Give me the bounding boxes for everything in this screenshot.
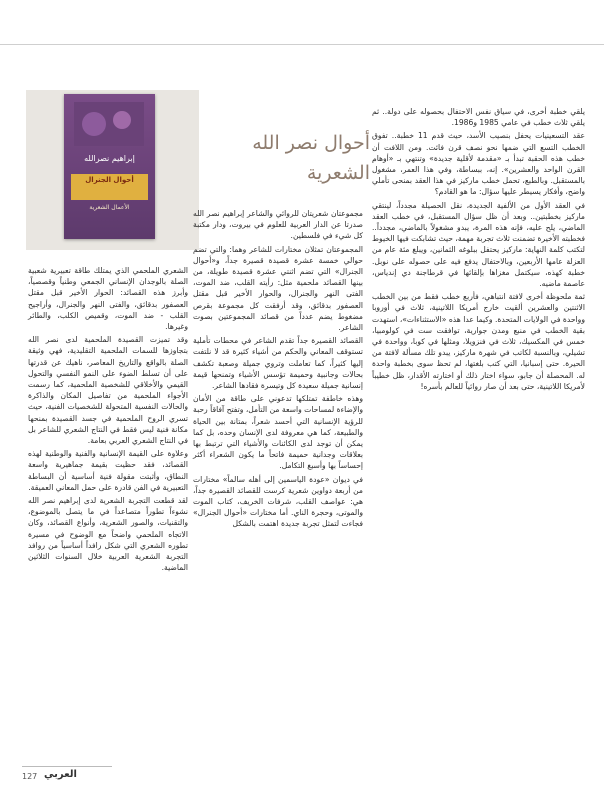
paragraph: في العقد الأول من الألفية الجديدة، نقل الحصيلة مجدداً، لينتقي ماركيز بخطبتين.. وبعد أن ظل سؤال المستقبل، في خطب العقد الماضي، يلح عليه، فإنه هذه المرة، يبدو مشغولاً بالماضي، مجدداً.. فخطبته الأخيرة تضمنت ثلاث تجربة مهمة، حيث تشابكت فيها الخيوط لتكتب كلمة النهاية: ماركيز يحتفل ببلوغه الثمانين، ويبلغ مئة عام من العزلة عامها الأربعين، وبالاحتفال يدفع فيه على حصوله على نوبل. خطبة كهذه، سيكتمل مغزاها بإلقائها في قرطاجنة دي إندياس، عاصمة ماضيه. [372,200,585,289]
footer-divider [22,766,112,767]
book-cover [64,94,155,239]
paragraph: وعلاوة على القيمة الإنسانية والفنية والوطنية لهذه القصائد، فقد حظيت بقيمة جماهيرية واسعة النطاق، وأثبتت مقولة فنية أساسية أن البساطة التعبيرية في الفن قادرة على حمل المعاني العميقة. [28,449,188,492]
column-middle [193,208,363,532]
paragraph: وهذه خاطفة تمتلكها تدعوني على طاقة من الأمان والإضاءة لمساحات واسعة من التأمل، وتفتح آفاقاً رحبة للرؤية الإنسانية التي أحسد شعراً، بمتانة بين الحياة والطبيعة، كما هي معروفة لدى الإنسان وحده، بل كما يمكن أن توجد لدى الكائنات والأشياء التي ترتبط بها بعلاقات وجدانية حميمة فاتحاً ما يكون الشعراء أكثر إحساساً بها وأسبغ التكامل. [193,394,363,471]
column-left [28,265,188,575]
top-divider [0,44,604,45]
cover-author: إبراهيم نصرالله [84,154,135,163]
paragraph: القصائد القصيرة جداً تقدم الشاعر في محطات تأملية تستوقف المعاني والحكم من أشياء كثيرة قد لا نلتفت إليها كثيراً، كما تعاملت وتروي جميلة وصعبة تكشف بحالات وجانبية وحميمة تؤسس الأشياء وتمنحها قيمة إنسانية جميلة سعيدة كل وتيسرة فقادها الشاعر. [193,336,363,391]
paragraph: عقد التسعينيات يحفل بنصيب الأسد، حيث قدم 11 خطبة.. تفوق الخطب التسع التي ضمها نحو نصف قرن فائت. ومن اللافت أن خطب هذه الحقبة تبدأ بـ «مقدمة لأقلية جديدة» وتنتهي بـ «أوهام القرن الواحد والعشرين». إنه، ببساطة، وفي هذا العمر، مشغول بالمستقبل. وبالطبع، تحمل خطب ماركيز في هذا العقد بمنحى تأملي واضح، وأفكار يسيطر عليها سؤال: ما هو القادم؟ [372,131,585,197]
paragraph: مجموعتان شعريتان للروائي والشاعر إبراهيم نصر الله صدرتا عن الدار العربية للعلوم في بيروت، ودار مكتبة كل شيء في فلسطين. [193,209,363,241]
paragraph: المجموعتان تمثلان مختارات للشاعر وهما: والتي تضم حوالي خمسة عشرة قصيدة قصيرة جداً، و«أحوال الجنرال» التي تضم اثنتي عشرة قصيدة طويلة، من بينها القصائد ملحمية مثل: رأيته القلب، ضد الموت، الفتى النهر والجنرال، والحوار الأخير قبل مقتل العصفور بدقائق، وقد أرفقت كل مجموعة بقرص مضغوط يضم عدداً من قصائد المجموعتين بصوت الشاعر. [193,244,363,333]
paragraph: الشعري الملحمي الذي يمتلك طاقة تعبيرية شعبية الصلة بالوجدان الإنساني الجمعي وطنياً وقصصياً، وأبرز هذه القصائد: الحوار الأخير قبل مقتل العصفور بدقائق، والفتى النهر والجنرال، وأراجيح القلب - ضد الموت، وقميص الكلب، والطائر وغيرها. [28,266,188,332]
paragraph: في ديوان «عودة الياسمين إلى أهله سالماً» مختارات من أربعة دواوين شعرية كرست للقصائد القصيرة جداً، هي: عواصف القلب، شرفات الخريف، كتاب الموت والموتى، وحجرة الناي. أما مختارات «أحوال الجنرال» فجاءت لتمثل تجربة جديدة اهتمت بالشكل [193,474,363,529]
page-number: 127 [22,772,38,781]
paragraph: يلقي خطبة أخرى، في سياق نفس الاحتفال بحصوله على دولة.. ثم يلقي ثلاث خطب في عامي 1985 و1986. [372,107,585,128]
article-headline [200,128,370,188]
headline-line-2: الشعرية [306,162,370,184]
paragraph: وقد تميزت القصيدة الملحمية لدى نصر الله بتجاوزها للسمات الملحمية التقليدية، فهي وثيقة الصلة بالواقع والتاريخ المعاصر، ناهيك عن قدرتها على أن تسلط الضوء على النمو النفسي والتحول القيمي والأخلاقي للشخصية الملحمية، كما رسمت الأجواء الملحمية من تفاصيل المكان والذاكرة والحالات النفسية المتحولة للشخصيات الفنية، حيث تسري الروح الملحمية في جسد القصيدة بمنحها مكانة فنية ليس فقط في النتاج الشعري للشاعر بل في النتاج الشعري العربي بعامة. [28,335,188,446]
paragraph: ثمة ملحوظة أخرى لافتة انتباهي، فأربع خطب فقط من بين الخطب الاثنتين والعشرين ألقيت خارج أمريكا اللاتينية، ثلاث في أوروبا وواحدة في الولايات المتحدة. وكيما عدا هذه «الاستثناءات»، استهدت بقية الخطب في منبع ومدن جوارية، توافقت ست في كولومبيا، خمس في المكسيك، ثلاث في فنزويلا، ومثلها في كوبا، وواحدة في تشيلي، وبالنسبة لكاتب في شهرة ماركيز، يبدو تلك مسألة لافتة من الحيرة. حتى إسبانيا، التي كتب بلغتها، لم تحظ سوى بخطبة واحدة له. المحصلة أن جابو، سواء اختار ذلك أو اختارته الأقدار، ظل خطيباً لأمريكا اللاتينية، حتى بعد أن صار روائياً للعالم بأسره! [372,292,585,391]
cover-subtitle: الأعمال الشعرية [89,204,130,211]
headline-line-1: أحوال نصر الله [252,132,370,154]
cover-title: أحوال الجنرال [71,174,148,200]
paragraph: لقد قطعت التجربة الشعرية لدى إبراهيم نصر الله نشوءاً تطوراً متصاعداً في ما يتصل بالموضوع، والتقنيات، والصور الشعرية، وأنواع القصائد، وكان الاتجاه الملحمي واضحاً مع الوضوح في مسيرة تطوره الشعري التي شكل رافداً أساسياً من روافد التجربة الشعرية العربية خلال السنوات الثلاثين الماضية. [28,496,188,573]
cover-artwork [74,102,144,146]
magazine-brand: العربي [44,769,77,780]
column-right [372,106,585,394]
